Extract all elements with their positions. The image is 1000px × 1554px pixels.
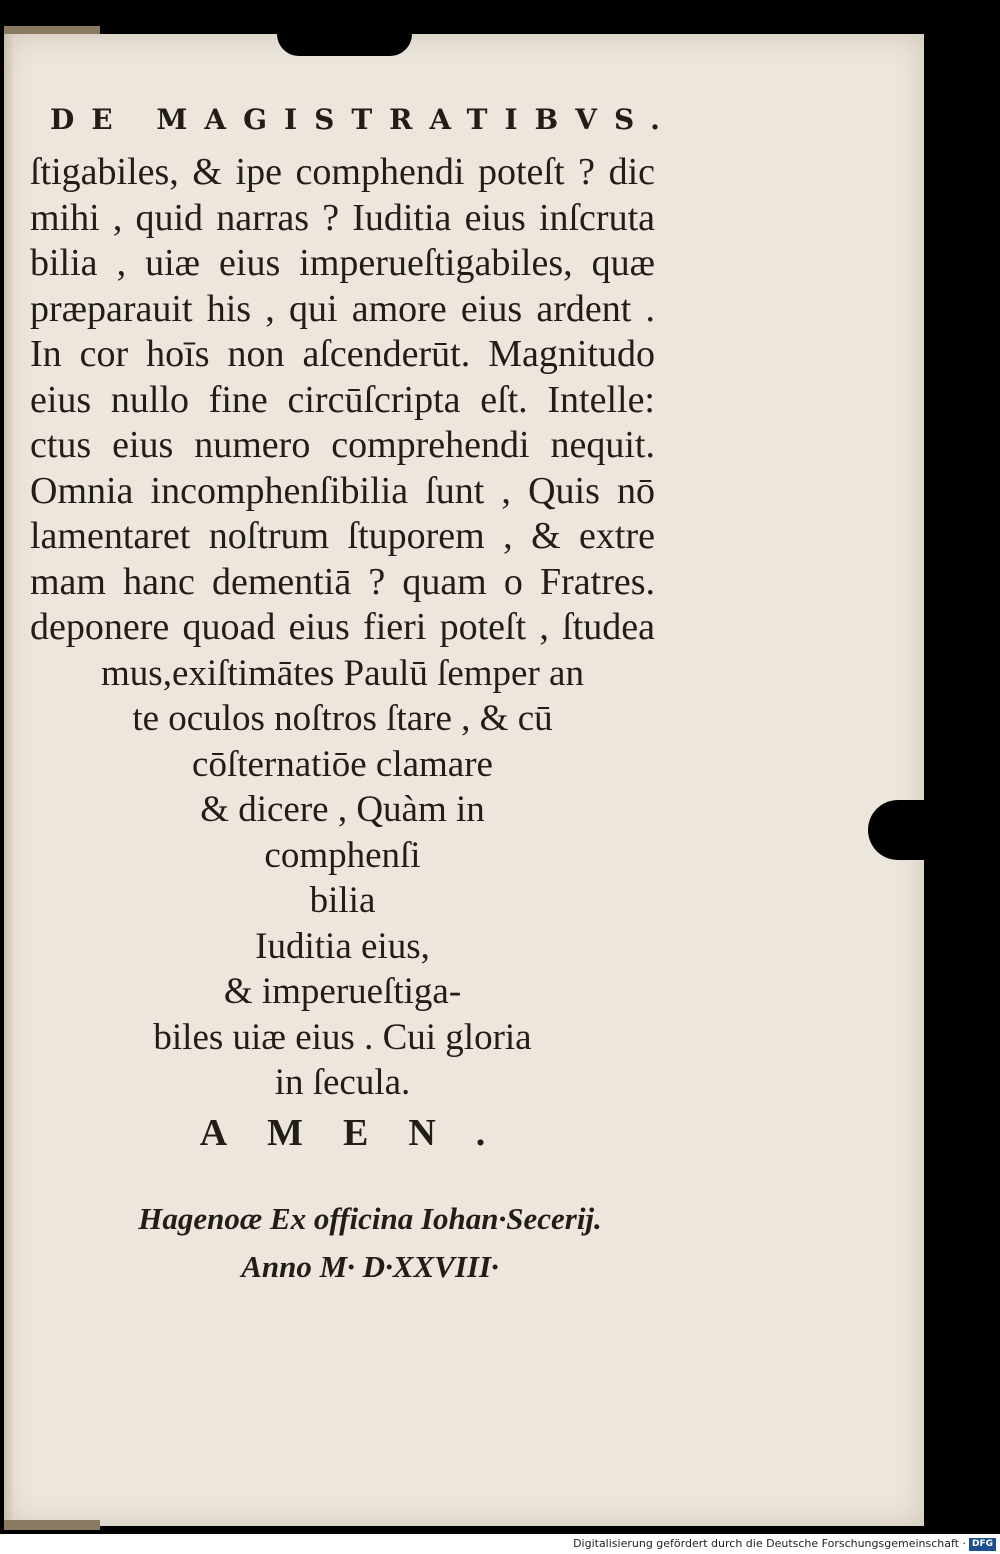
text-line: eius nullo fine circūſcripta eſt. Intelle:: [30, 378, 655, 421]
page-text-block: [30, 100, 677, 1158]
text-line: bilia: [309, 880, 376, 921]
text-line: Omnia incomphenſibilia ſunt , Quis nō: [30, 469, 655, 512]
text-line: biles uiæ eius . Cui gloria: [153, 1016, 532, 1058]
tapered-text: [30, 651, 655, 1106]
page-edge-shadow: [4, 34, 14, 1526]
page-damage-notch-right: [868, 800, 928, 860]
text-line: præparauit his , qui amore eius ardent .: [30, 287, 655, 330]
colophon: [100, 1195, 640, 1291]
text-line: lamentaret noſtrum ſtuporem , & extre: [30, 515, 655, 557]
digitization-footer: [0, 1534, 1000, 1554]
text-line: mus,exiſtimātes Paulū ſemper an: [101, 652, 584, 694]
colophon-printer: Hagenoæ Ex officina Iohan·Secerij.: [138, 1201, 602, 1236]
text-line: comphenſi: [264, 834, 421, 876]
text-line: ctus eius numero comprehendi nequit.: [30, 424, 655, 466]
text-line: & dicere , Quàm in: [200, 789, 485, 830]
text-line: In cor hoīs non aſcenderūt. Magnitudo: [30, 333, 655, 375]
binding-strip-bottom: [4, 1520, 100, 1530]
footer-credit: Digitalisierung gefördert durch die Deutsche Forschungsgemeinschaft ·: [573, 1537, 966, 1550]
text-line: in ſecula.: [274, 1062, 411, 1103]
text-line: mam hanc dementiā ? quam o Fratres.: [30, 560, 655, 603]
text-line: cōſternatiōe clamare: [192, 743, 493, 785]
text-line: bilia , uiæ eius imperueſtigabiles, quæ: [30, 242, 655, 284]
text-line: ſtigabiles, & ipe comphendi poteſt ? dic: [30, 151, 655, 193]
text-line: Iuditia eius,: [255, 925, 430, 967]
amen-line: AMEN.: [199, 1111, 526, 1154]
colophon-year: Anno M· D·XXVIII·: [241, 1249, 499, 1284]
justified-text: [30, 150, 655, 651]
text-line: te oculos noſtros ſtare , & cū: [132, 698, 553, 739]
text-line: & imperueſtiga-: [223, 971, 462, 1012]
dfg-logo: DFG: [969, 1538, 996, 1551]
page-damage-notch-top: [277, 34, 412, 56]
text-line: deponere quoad eius fieri poteſt , ſtudea: [30, 606, 655, 648]
running-head: DE MAGISTRATIBVS.: [50, 103, 677, 136]
text-line: mihi , quid narras ? Iuditia eius inſcruta: [30, 196, 655, 239]
